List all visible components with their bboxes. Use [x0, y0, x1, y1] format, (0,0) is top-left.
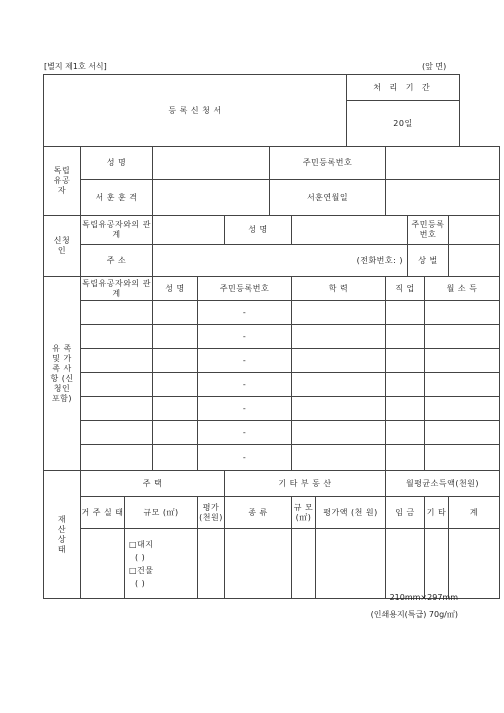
family-row [44, 349, 500, 373]
land-checkbox[interactable]: □대지 [129, 539, 154, 549]
page-side: (앞 면) [422, 62, 447, 71]
family-header-job: 직 업 [386, 277, 425, 301]
family-header-education: 학 력 [292, 277, 386, 301]
family-rrn-cell[interactable]: - [198, 373, 292, 397]
paper-size: 210mm×297mm [389, 593, 458, 602]
family-relation-cell[interactable] [81, 325, 153, 349]
patriot-section-label: 독립유공자 [44, 147, 81, 216]
patriot-name-label: 성 명 [81, 147, 153, 180]
family-rrn-cell[interactable]: - [198, 349, 292, 373]
family-relation-cell[interactable] [81, 301, 153, 325]
family-income-cell[interactable] [425, 397, 500, 421]
family-rrn-cell[interactable]: - [198, 325, 292, 349]
family-header-income: 월 소 득 [425, 277, 500, 301]
patriot-award-field[interactable] [153, 180, 270, 216]
family-job-cell[interactable] [386, 373, 425, 397]
applicant-phone: (전화번호: ) [356, 255, 404, 265]
family-education-cell[interactable] [292, 421, 386, 445]
family-income-cell[interactable] [425, 421, 500, 445]
family-income-cell[interactable] [425, 445, 500, 471]
property-type-label: 종 류 [225, 497, 292, 529]
patriot-rrn-label: 주민등록번호 [270, 147, 386, 180]
family-job-cell[interactable] [386, 445, 425, 471]
title-block [43, 74, 460, 147]
family-education-cell[interactable] [292, 445, 386, 471]
family-job-cell[interactable] [386, 301, 425, 325]
family-income-cell[interactable] [425, 373, 500, 397]
property-other-value-field[interactable] [316, 529, 386, 599]
family-row [44, 325, 500, 349]
patriot-award-label: 서 훈 훈 격 [81, 180, 153, 216]
property-housing-value-field[interactable] [198, 529, 225, 599]
property-section-label: 재 산 상 태 [44, 471, 81, 599]
family-rrn-cell[interactable]: - [198, 397, 292, 421]
processing-label: 처 리 기 간 [347, 75, 460, 101]
land-paren: ( ) [135, 552, 146, 562]
family-name-cell[interactable] [153, 325, 198, 349]
form-number: [별지 제1호 서식] [44, 62, 107, 71]
family-education-cell[interactable] [292, 397, 386, 421]
family-income-cell[interactable] [425, 301, 500, 325]
family-income-cell[interactable] [425, 325, 500, 349]
family-name-cell[interactable] [153, 373, 198, 397]
applicant-section-label: 신청인 [44, 216, 81, 277]
form-title: 등 록 신 청 서 [44, 75, 347, 147]
property-total-field[interactable] [449, 529, 500, 599]
property-wage-label: 임 금 [386, 497, 425, 529]
family-header-rrn: 주민등록번호 [198, 277, 292, 301]
family-job-cell[interactable] [386, 397, 425, 421]
family-rrn-cell[interactable]: - [198, 421, 292, 445]
property-housing-value-label: 평가 (천원) [198, 497, 225, 529]
family-row [44, 373, 500, 397]
property-type-field[interactable] [225, 529, 292, 599]
family-education-cell[interactable] [292, 349, 386, 373]
property-income-header: 월평균소득액(천원) [386, 471, 500, 497]
family-rrn-cell[interactable]: - [198, 301, 292, 325]
property-housing-size-label: 규모 (㎡) [125, 497, 198, 529]
applicant-relation-label: 독립유공자와의 관계 [81, 216, 153, 245]
applicant-rrn-label: 주민등록번호 [408, 216, 449, 245]
patriot-rrn-field[interactable] [386, 147, 500, 180]
applicant-relation-field[interactable] [153, 216, 225, 245]
family-relation-cell[interactable] [81, 397, 153, 421]
property-other-size-label: 규 모 (㎡) [292, 497, 316, 529]
applicant-status-field[interactable] [449, 245, 500, 277]
family-relation-cell[interactable] [81, 373, 153, 397]
building-paren: ( ) [135, 578, 146, 588]
family-education-cell[interactable] [292, 301, 386, 325]
family-education-cell[interactable] [292, 373, 386, 397]
property-other-size-field[interactable] [292, 529, 316, 599]
property-residence-field[interactable] [81, 529, 125, 599]
family-name-cell[interactable] [153, 445, 198, 471]
property-other-value-label: 평가액 (천 원) [316, 497, 386, 529]
property-other-income-label: 기 타 [425, 497, 449, 529]
family-row [44, 445, 500, 471]
family-job-cell[interactable] [386, 349, 425, 373]
patriot-name-field[interactable] [153, 147, 270, 180]
family-relation-cell[interactable] [81, 445, 153, 471]
processing-period: 20일 [347, 101, 460, 147]
property-residence-label: 거 주 실 태 [81, 497, 125, 529]
property-total-label: 계 [449, 497, 500, 529]
patriot-award-date-field[interactable] [386, 180, 500, 216]
family-income-cell[interactable] [425, 349, 500, 373]
family-name-cell[interactable] [153, 301, 198, 325]
family-name-cell[interactable] [153, 421, 198, 445]
applicant-name-field[interactable] [292, 216, 408, 245]
applicant-address-field[interactable] [153, 245, 408, 277]
family-rrn-cell[interactable]: - [198, 445, 292, 471]
family-row [44, 421, 500, 445]
family-job-cell[interactable] [386, 325, 425, 349]
family-row [44, 397, 500, 421]
application-form [43, 146, 500, 599]
patriot-award-date-label: 서훈연월일 [270, 180, 386, 216]
family-job-cell[interactable] [386, 421, 425, 445]
paper-spec: (인쇄용지(특급) 70g/㎡) [370, 610, 458, 619]
property-other-income-field[interactable] [425, 529, 449, 599]
property-housing-header: 주 택 [81, 471, 225, 497]
family-header-relation: 독립유공자와의 관계 [81, 277, 153, 301]
building-checkbox[interactable]: □건물 [129, 565, 154, 575]
property-other-header: 기 타 부 동 산 [225, 471, 386, 497]
property-wage-field[interactable] [386, 529, 425, 599]
family-relation-cell[interactable] [81, 421, 153, 445]
applicant-address-label: 주 소 [81, 245, 153, 277]
applicant-status-label: 상 벌 [408, 245, 449, 277]
family-header-name: 성 명 [153, 277, 198, 301]
applicant-name-label: 성 명 [225, 216, 292, 245]
family-section-label: 유 족 및 가 족 사 항 (신청인 포함) [44, 277, 81, 471]
family-name-cell[interactable] [153, 397, 198, 421]
applicant-rrn-field[interactable] [449, 216, 500, 245]
family-relation-cell[interactable] [81, 349, 153, 373]
family-row [44, 301, 500, 325]
family-education-cell[interactable] [292, 325, 386, 349]
family-name-cell[interactable] [153, 349, 198, 373]
property-housing-size-field[interactable] [125, 529, 198, 599]
